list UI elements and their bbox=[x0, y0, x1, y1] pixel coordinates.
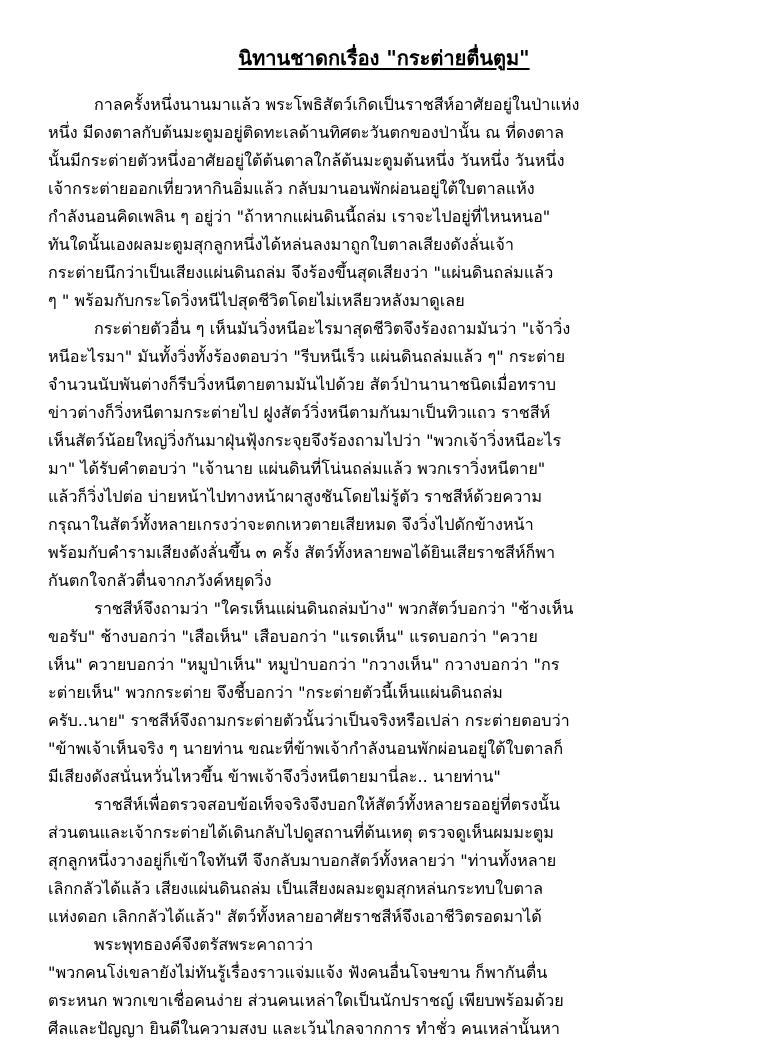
paragraph-line: นั้นมีกระต่ายตัวหนึ่งอาศัยอยู่ใต้ต้นตาลใกล้ต้นมะตูมต้นหนึ่ง วันหนึ่ง วันหนึ่ง bbox=[48, 151, 565, 170]
paragraph-line: หนึ่ง มีดงตาลกับต้นมะตูมอยู่ติดทะเลด้านทิศตะวันตกของป่านั้น ณ ที่ดงตาล bbox=[48, 123, 565, 142]
paragraph-line: กำลังนอนคิดเพลิน ๆ อยู่ว่า "ถ้าหากแผ่นดินนี้ถล่ม เราจะไปอยู่ที่ไหนหนอ" bbox=[48, 207, 551, 226]
paragraph-line: ตระหนก พวกเขาเชื่อคนง่าย ส่วนคนเหล่าใดเป็นนักปราชญ์ เพียบพร้อมด้วย bbox=[48, 991, 564, 1010]
paragraph-line: แห่งดอก เลิกกลัวได้แล้ว" สัตว์ทั้งหลายอาศัยราชสีห์จึงเอาชีวิตรอดมาได้ bbox=[48, 907, 542, 926]
paragraph-line: กันตกใจกลัวตื่นจากภวังค์หยุดวิ่ง bbox=[48, 571, 272, 590]
paragraph-line: ราชสีห์เพื่อตรวจสอบข้อเท็จจริงจึงบอกให้สัตว์ทั้งหลายรออยู่ที่ตรงนั้น bbox=[94, 795, 560, 814]
paragraph-line: ข่าวต่างก็วิ่งหนีตามกระต่ายไป ฝูงสัตว์วิ่งหนีตามกันมาเป็นทิวแถว ราชสีห์ bbox=[48, 403, 551, 422]
paragraph-line: "พวกคนโง่เขลายังไม่ทันรู้เรื่องราวแจ่มแจ้ง ฟังคนอื่นโจษขาน ก็พากันตื่น bbox=[48, 963, 548, 982]
paragraph-line: ๆ " พร้อมกับกระโดวิ่งหนีไปสุดชีวิตโดยไม่เหลียวหลังมาดูเลย bbox=[48, 291, 465, 310]
paragraph-line: กรุณาในสัตว์ทั้งหลายเกรงว่าจะตกเหวตายเสียหมด จึงวิ่งไปดักข้างหน้า bbox=[48, 515, 534, 534]
paragraph-line: กาลครั้งหนึ่งนานมาแล้ว พระโพธิสัตว์เกิดเป็นราชสีห์อาศัยอยู่ในป่าแห่ง bbox=[94, 95, 580, 114]
paragraph-line: แล้วก็วิ่งไปต่อ บ่ายหน้าไปทางหน้าผาสูงชันโดยไม่รู้ตัว ราชสีห์ด้วยความ bbox=[48, 487, 543, 506]
paragraph-line: ส่วนตนและเจ้ากระต่ายได้เดินกลับไปดูสถานที่ต้นเหตุ ตรวจดูเห็นผมมะตูม bbox=[48, 823, 554, 842]
paragraph-line: กระต่ายตัวอื่น ๆ เห็นมันวิ่งหนีอะไรมาสุดชีวิตจึงร้องถามมันว่า "เจ้าวิ่ง bbox=[94, 319, 571, 338]
paragraph-line: เลิกกลัวได้แล้ว เสียงแผ่นดินถล่ม เป็นเสียงผลมะตูมสุกหล่นกระทบใบตาล bbox=[48, 879, 544, 898]
paragraph-line: เห็นสัตว์น้อยใหญ่วิ่งกันมาฝุ่นฟุ้งกระจุยจึงร้องถามไปว่า "พวกเจ้าวิ่งหนีอะไร bbox=[48, 431, 562, 450]
paragraph-line: พร้อมกับคำรามเสียงดังลั่นขึ้น ๓ ครั้ง สัตว์ทั้งหลายพอได้ยินเสียราชสีห์ก็พา bbox=[48, 543, 556, 562]
document-title-text: นิทานชาดกเรื่อง "กระต่ายตื่นตูม" bbox=[238, 46, 530, 70]
paragraph-line: พระพุทธองค์จึงตรัสพระคาถาว่า bbox=[94, 935, 314, 954]
paragraph-line: ขอรับ" ช้างบอกว่า "เสือเห็น" เสือบอกว่า "แรดเห็น" แรดบอกว่า "ควาย bbox=[48, 627, 538, 646]
paragraph-line: ศีลและปัญญา ยินดีในความสงบ และเว้นไกลจากการ ทำชั่ว คนเหล่านั้นหา bbox=[48, 1019, 560, 1038]
paragraph-line: เจ้ากระต่ายออกเที่ยวหากินอิ่มแล้ว กลับมานอนพักผ่อนอยู่ใต้ใบตาลแห้ง bbox=[48, 179, 535, 198]
paragraph-line: จำนวนนับพันต่างก็รีบวิ่งหนีตายตามมันไปด้วย สัตว์ป่านานาชนิดเมื่อทราบ bbox=[48, 375, 557, 394]
paragraph-line: ครับ..นาย" ราชสีห์จึงถามกระต่ายตัวนั้นว่าเป็นจริงหรือเปล่า กระต่ายตอบว่า bbox=[48, 711, 570, 730]
paragraph-line: เห็น" ควายบอกว่า "หมูป่าเห็น" หมูป่าบอกว่า "กวางเห็น" กวางบอกว่า "กร bbox=[48, 655, 560, 674]
paragraph-line: กระต่ายนึกว่าเป็นเสียงแผ่นดินถล่ม จึงร้องขึ้นสุดเสียงว่า "แผ่นดินถล่มแล้ว bbox=[48, 263, 554, 282]
paragraph-line: สุกลูกหนึ่งวางอยู่ก็เข้าใจทันที จึงกลับมาบอกสัตว์ทั้งหลายว่า "ท่านทั้งหลาย bbox=[48, 851, 557, 870]
paragraph-line: ะต่ายเห็น" พวกกระต่าย จึงชี้บอกว่า "กระต่ายตัวนี้เห็นแผ่นดินถล่ม bbox=[48, 683, 503, 702]
paragraph-line: มีเสียงดังสนั่นหวั่นไหวขึ้น ข้าพเจ้าจึงวิ่งหนีตายมานี่ละ.. นายท่าน" bbox=[48, 767, 501, 786]
paragraph-line: ทันใดนั้นเองผลมะตูมสุกลูกหนึ่งได้หล่นลงมาถูกใบตาลเสียงดังลั่นเจ้า bbox=[48, 235, 514, 254]
document-title bbox=[0, 38, 768, 78]
paragraph-line: มา" ได้รับคำตอบว่า "เจ้านาย แผ่นดินที่โน่นถล่มแล้ว พวกเราวิ่งหนีตาย" bbox=[48, 459, 546, 478]
paragraph-line: "ข้าพเจ้าเห็นจริง ๆ นายท่าน ขณะที่ข้าพเจ้ากำลังนอนพักผ่อนอยู่ใต้ใบตาลก็ bbox=[48, 739, 564, 758]
paragraph-line: หนีอะไรมา" มันทั้งวิ่งทั้งร้องตอบว่า "รีบหนีเร็ว แผ่นดินถล่มแล้ว ๆ" กระต่าย bbox=[48, 347, 566, 366]
paragraph-line: ราชสีห์จึงถามว่า "ใครเห็นแผ่นดินถล่มบ้าง" พวกสัตว์บอกว่า "ช้างเห็น bbox=[94, 599, 574, 618]
